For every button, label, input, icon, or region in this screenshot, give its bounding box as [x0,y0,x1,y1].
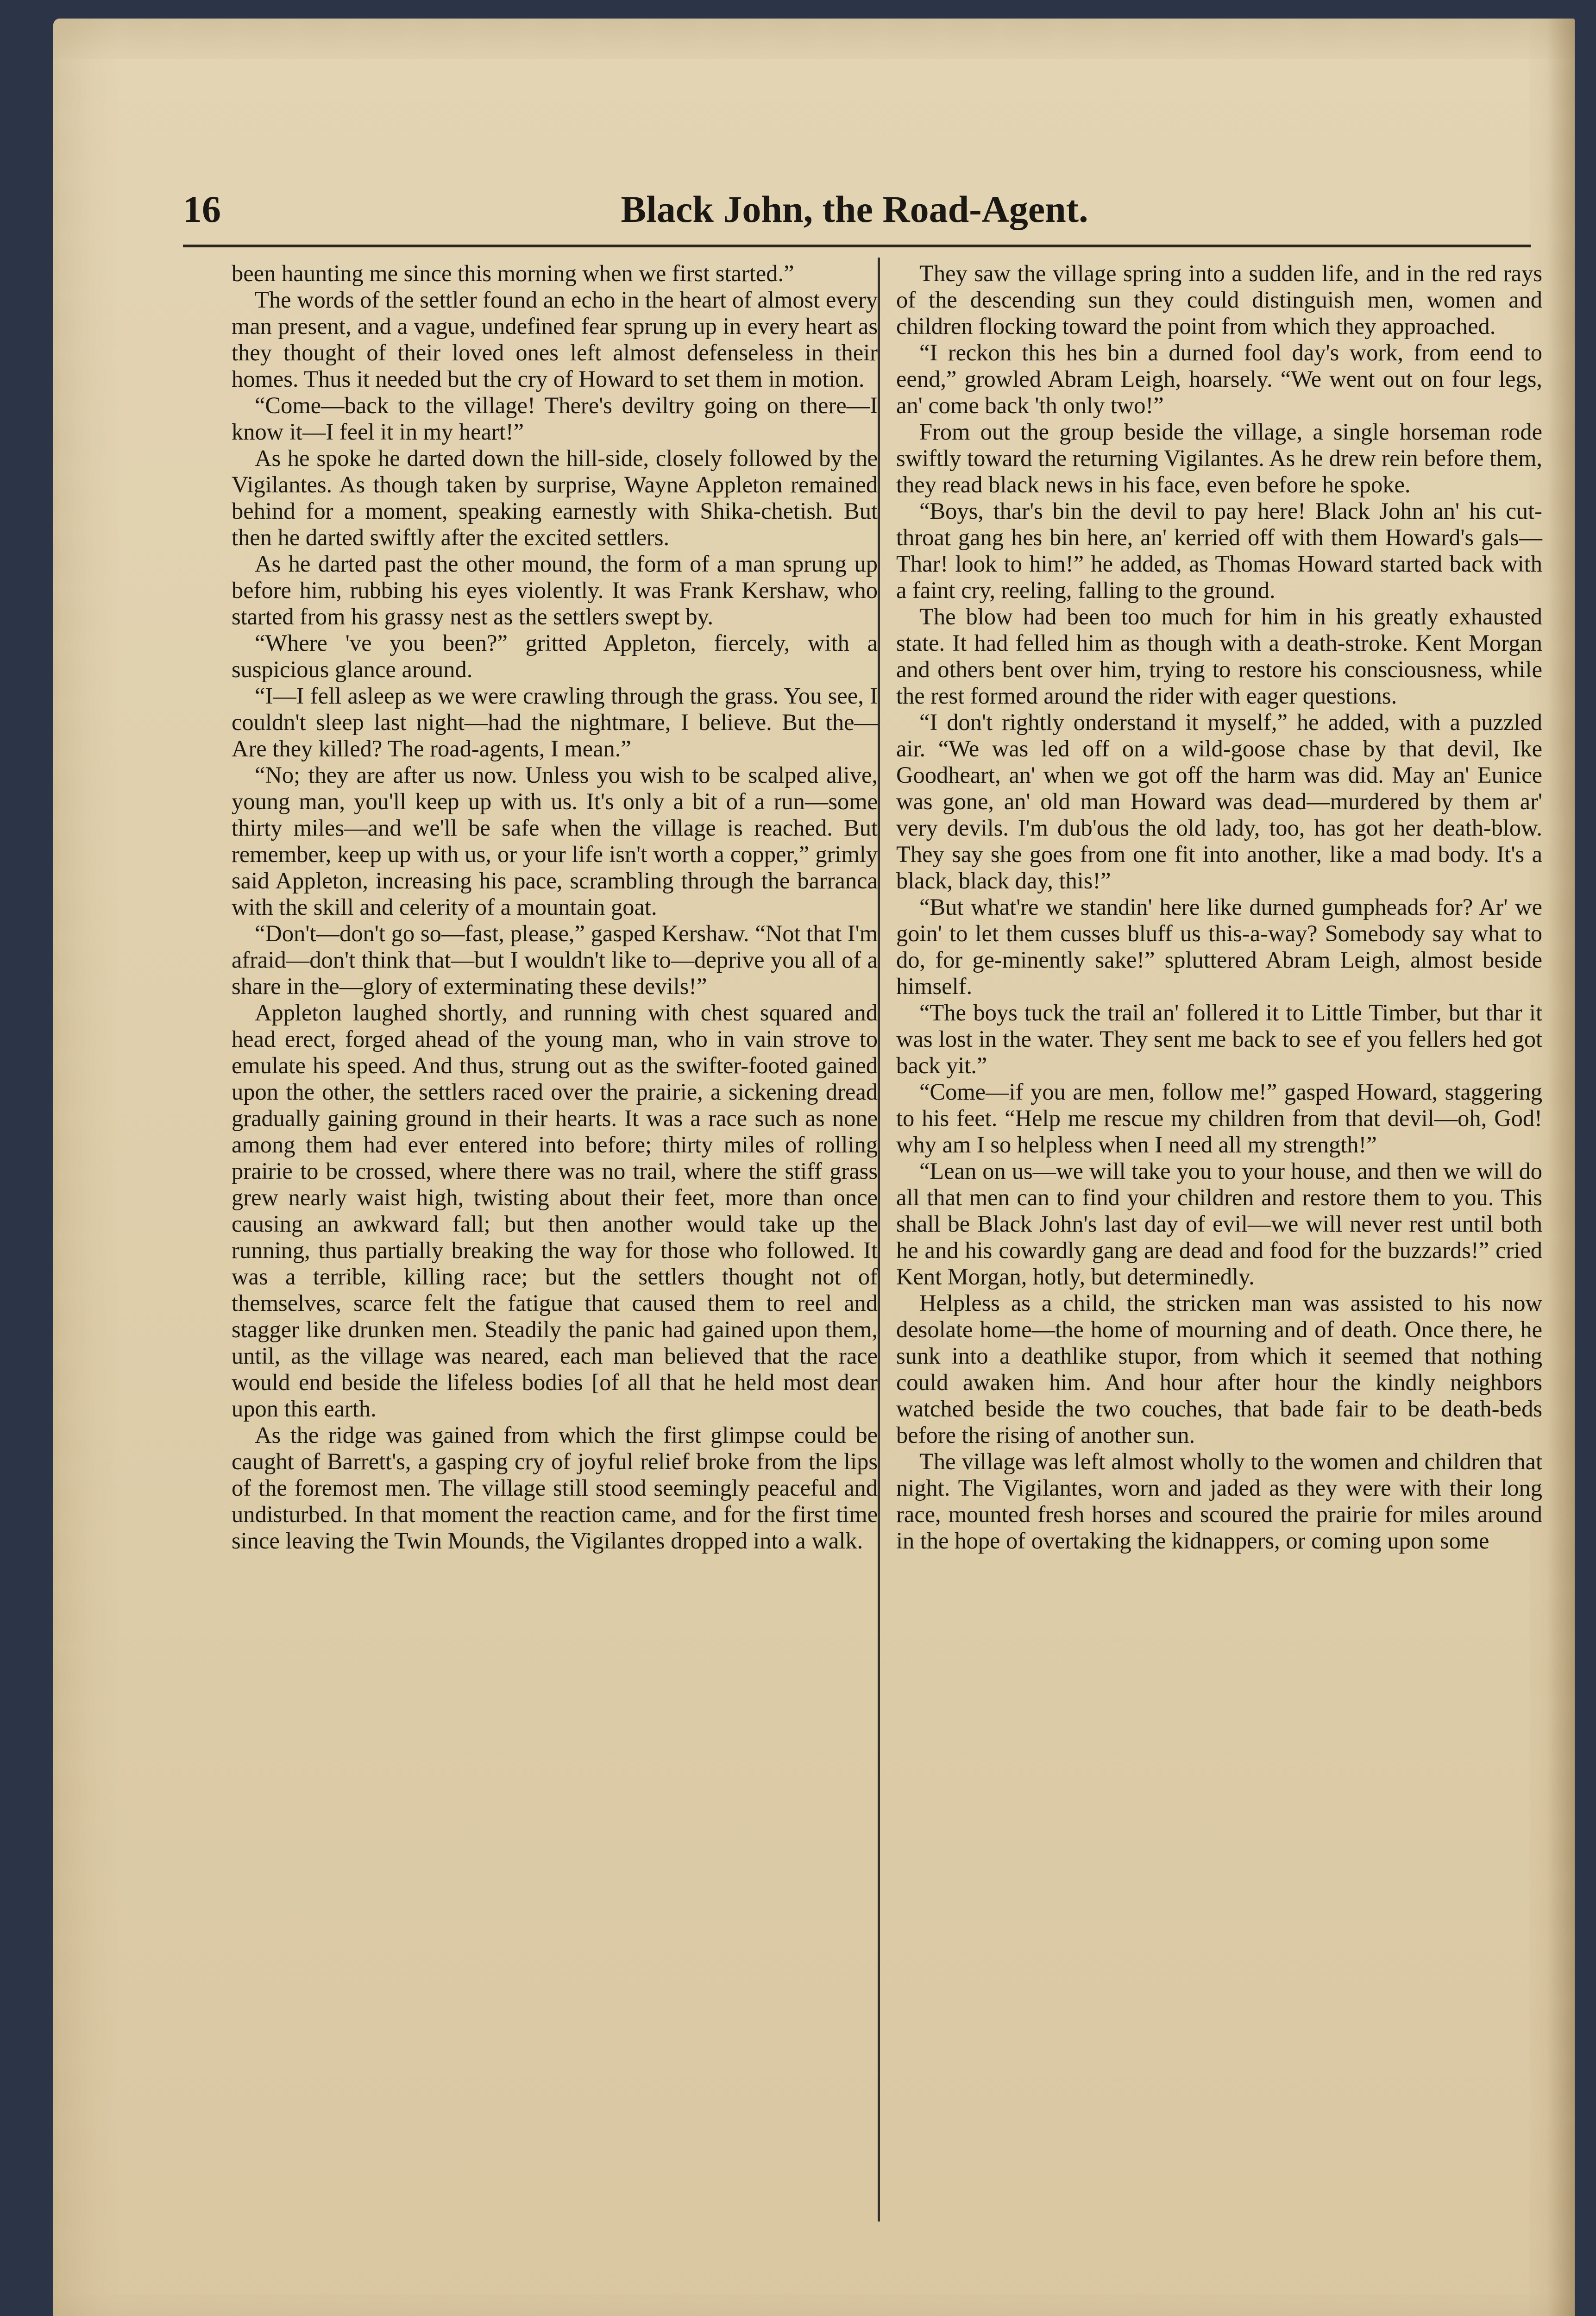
paragraph: The village was left almost wholly to the women and children that night. The Vigilantes, worn and jaded as they were with their long race, mounted fresh horses and scoured the prairie for miles around in the hope of overtaking the kidnappers, or coming upon some [896,1448,1542,1554]
paragraph: “I don't rightly onderstand it myself,” he added, with a puzzled air. “We was led off on a wild-goose chase by that devil, Ike Goodheart, an' when we got off the harm was did. May an' Eunice was gone, an' old man Howard was dead—murdered by them ar' very devils. I'm dub'ous the old lady, too, has got her death-blow. They say she goes from one fit into another, like a mad body. It's a black, black day, this!” [896,709,1542,894]
paragraph: They saw the village spring into a sudden life, and in the red rays of the descending sun they could distinguish men, women and children flocking toward the point from which they approached. [896,260,1542,339]
page-edge-shadow [1547,19,1575,2316]
paragraph: As he spoke he darted down the hill-side, closely followed by the Vigilantes. As though taken by surprise, Wayne Appleton remained behind for a moment, speaking earnestly with Shika-chetish. But then he darted swiftly after the excited settlers. [232,445,878,550]
paragraph: “I reckon this hes bin a durned fool day's work, from eend to eend,” growled Abram Leigh, hoarsely. “We went out on four legs, an' come back 'th only two!” [896,340,1542,418]
paragraph: “Come—if you are men, follow me!” gasped Howard, staggering to his feet. “Help me rescue my children from that devil—oh, God! why am I so helpless when I need all my strength!” [896,1079,1542,1158]
paragraph: been haunting me since this morning when we first started.” [232,260,794,286]
paragraph: Appleton laughed shortly, and running with chest squared and head erect, forged ahead of the young man, who in vain strove to emulate his speed. And thus, strung out as the swifter-footed gained upon the other, the settlers raced over the prairie, a sickening dread gradually gaining ground in their hearts. It was a race such as none among them had ever entered into before; thirty miles of rolling prairie to be crossed, where there was no trail, where the stiff grass grew nearly waist high, twisting about their feet, more than once causing an awkward fall; but then another would take up the running, thus partially breaking the way for those who followed. It was a terrible, killing race; but the settlers thought not of themselves, scarce felt the fatigue that caused them to reel and stagger like drunken men. Steadily the panic had gained upon them, until, as the village was neared, each man believed that the race would end beside the lifeless bodies [of all that he held most dear upon this earth. [232,1000,878,1422]
right-column [896,260,1542,1554]
page-header [183,188,1526,239]
paragraph: The blow had been too much for him in his greatly exhausted state. It had felled him as though with a death-stroke. Kent Morgan and others bent over him, trying to restore his consciousness, while the rest formed around the rider with eager questions. [896,604,1542,709]
paragraph: “But what're we standin' here like durned gumpheads for? Ar' we goin' to let them cusses bluff us this-a-way? Somebody say what to do, for ge-minently sake!” spluttered Abram Leigh, almost beside himself. [896,894,1542,999]
running-title: Black John, the Road-Agent. [621,188,1088,230]
left-column [232,260,878,1554]
header-rule [183,245,1531,247]
paragraph: “The boys tuck the trail an' follered it to Little Timber, but thar it was lost in the water. They sent me back to see ef you fellers hed got back yit.” [896,1000,1542,1078]
paragraph: “No; they are after us now. Unless you wish to be scalped alive, young man, you'll keep up with us. It's only a bit of a run—some thirty miles—and we'll be safe when the village is reached. But remember, keep up with us, or your life isn't worth a copper,” grimly said Appleton, increasing his pace, scrambling through the barranca with the skill and celerity of a mountain goat. [232,762,878,920]
paragraph: From out the group beside the village, a single horseman rode swiftly toward the returning Vigilantes. As he drew rein before them, they read black news in his face, even before he spoke. [896,419,1542,497]
paragraph: “Come—back to the village! There's deviltry going on there—I know it—I feel it in my heart!” [232,392,878,445]
paragraph: Helpless as a child, the stricken man was assisted to his now desolate home—the home of mourning and of death. Once there, he sunk into a deathlike stupor, from which it seemed that nothing could awaken him. And hour after hour the kindly neighbors watched beside the two couches, that bade fair to be death-beds before the rising of another sun. [896,1290,1542,1448]
paragraph: “Lean on us—we will take you to your house, and then we will do all that men can to find your children and restore them to you. This shall be Black John's last day of evil—we will never rest until both he and his cowardly gang are dead and food for the buzzards!” cried Kent Morgan, hotly, but determinedly. [896,1158,1542,1290]
paragraph: The words of the settler found an echo in the heart of almost every man present, and a vague, undefined fear sprung up in every heart as they thought of their loved ones left almost defenseless in their homes. Thus it needed but the cry of Howard to set them in motion. [232,287,878,392]
paragraph: As the ridge was gained from which the first glimpse could be caught of Barrett's, a gasping cry of joyful relief broke from the lips of the foremost men. The village still stood seemingly peaceful and undisturbed. In that moment the reaction came, and for the first time since leaving the Twin Mounds, the Vigilantes dropped into a walk. [232,1422,878,1554]
paragraph: “I—I fell asleep as we were crawling through the grass. You see, I couldn't sleep last night—had the nightmare, I believe. But the— Are they killed? The road-agents, I mean.” [232,683,878,762]
paragraph: “Boys, thar's bin the devil to pay here! Black John an' his cut-throat gang hes bin here, an' kerried off with them Howard's gals— Thar! look to him!” he added, as Thomas Howard started back with a faint cry, reeling, falling to the ground. [896,498,1542,603]
page-number: 16 [183,188,221,230]
paragraph: “Where 've you been?” gritted Appleton, fiercely, with a suspicious glance around. [232,630,878,682]
column-divider [878,258,880,2222]
paragraph: As he darted past the other mound, the form of a man sprung up before him, rubbing his eyes violently. It was Frank Kershaw, who started from his grassy nest as the settlers swept by. [232,551,878,629]
paragraph: “Don't—don't go so—fast, please,” gasped Kershaw. “Not that I'm afraid—don't think that—but I wouldn't like to—deprive you all of a share in the—glory of exterminating these devils!” [232,920,878,999]
